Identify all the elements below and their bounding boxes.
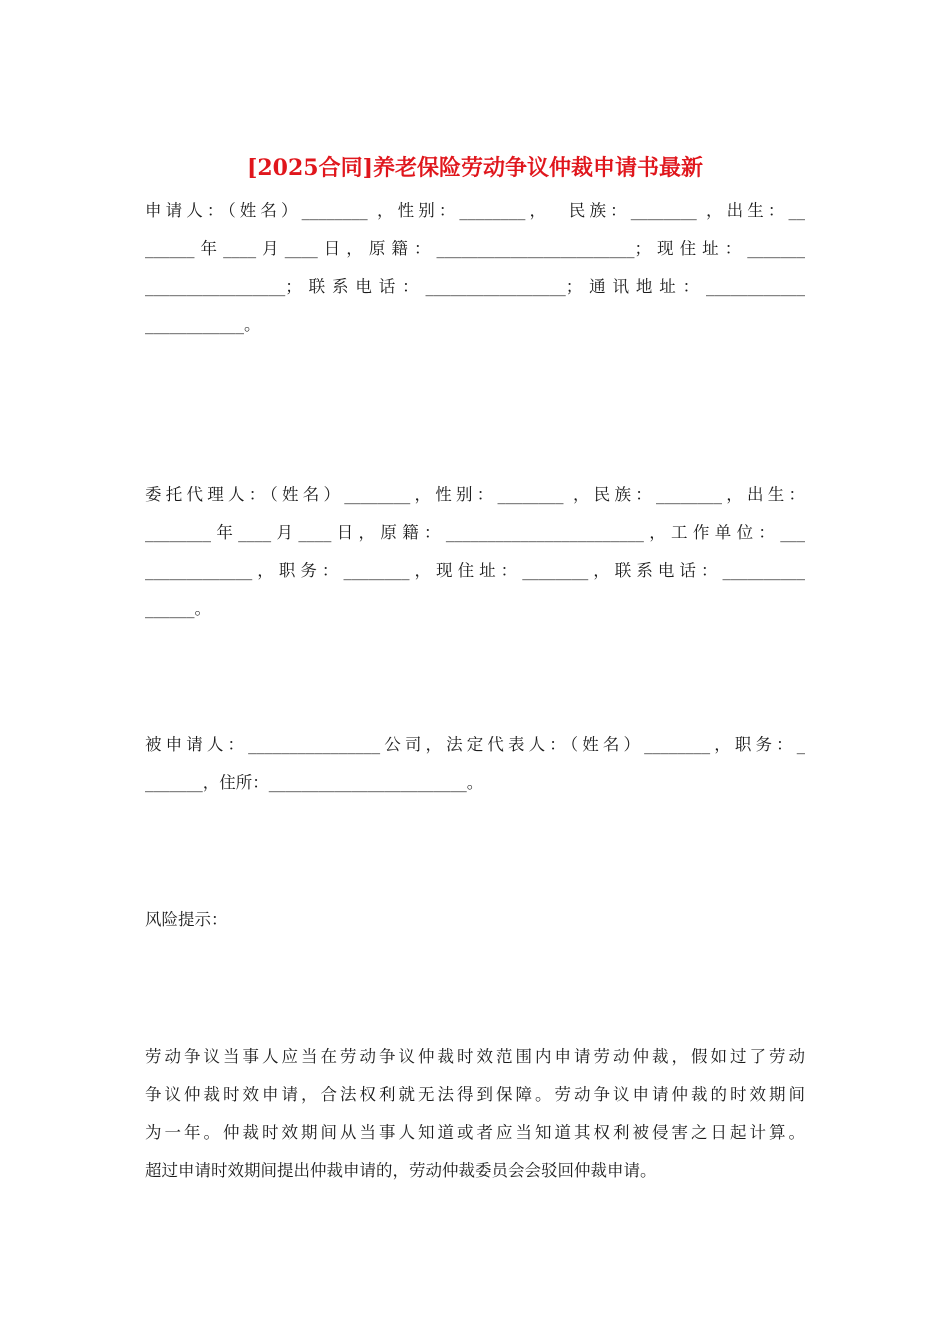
risk-paragraph-line-1: 劳动争议当事人应当在劳动争议仲裁时效范围内申请劳动仲裁，假如过了劳动 xyxy=(145,1047,805,1066)
risk-heading: 风险提示： xyxy=(145,910,228,929)
applicant-line-4: ____________。 xyxy=(145,315,261,334)
agent-line-4: ______。 xyxy=(145,599,211,618)
applicant-line-3: _________________；联系电话：_________________；通讯地址：____________ xyxy=(145,277,805,296)
applicant-line-1: 申请人：（姓名）________ ，性别：________， 民族：________ ，出生：__ xyxy=(145,201,805,220)
risk-paragraph-line-4: 超过申请时效期间提出仲裁申请的，劳动仲裁委员会会驳回仲裁申请。 xyxy=(145,1161,657,1180)
respondent-line-2: _______，住所：________________________。 xyxy=(145,773,484,792)
page-title: [2025合同]养老保险劳动争议仲裁申请书最新 xyxy=(246,155,704,181)
applicant-line-2: ______年____月____日，原籍：________________________；现住址：_______ xyxy=(145,239,805,258)
risk-paragraph-line-3: 为一年。仲裁时效期间从当事人知道或者应当知道其权利被侵害之日起计算。 xyxy=(145,1123,805,1142)
agent-line-3: _____________，职务：________，现住址：________，联系电话：__________ xyxy=(145,561,805,580)
risk-paragraph-line-2: 争议仲裁时效申请，合法权利就无法得到保障。劳动争议申请仲裁的时效期间 xyxy=(145,1085,805,1104)
agent-line-1: 委托代理人：（姓名）________，性别：________ ，民族：________，出生： xyxy=(145,485,805,504)
agent-line-2: ________年____月____日，原籍：________________________，工作单位：___ xyxy=(145,523,805,542)
respondent-line-1: 被申请人：________________公司，法定代表人：（姓名）________，职务：_ xyxy=(145,735,805,754)
